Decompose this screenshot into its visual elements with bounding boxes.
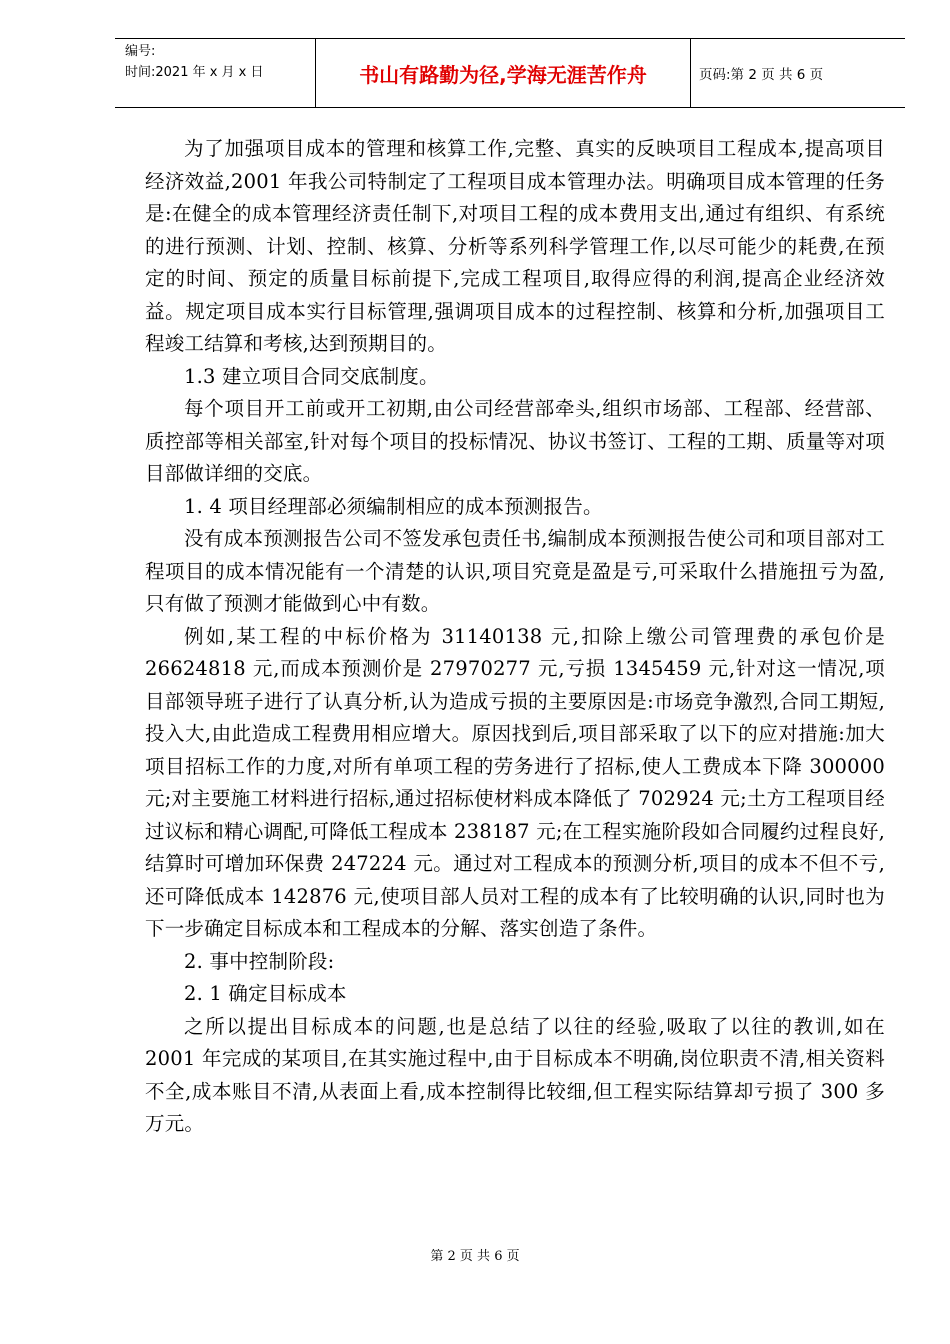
number-label: 编号: bbox=[125, 44, 156, 59]
header-page-info: 页码:第 2 页 共 6 页 bbox=[699, 67, 824, 83]
paragraph-target-cost: 之所以提出目标成本的问题,也是总结了以往的经验,吸取了以往的教训,如在 2001 年完成的某项目,在其实施过程中,由于目标成本不明确,岗位职责不清,相关资料不全,成本账目不清,从表面上看,成本控制得比较细,但工程实际结算却亏损了 300 多万元。 bbox=[145, 1014, 885, 1135]
document-body bbox=[145, 133, 885, 1141]
section-heading-1-3: 1.3 建立项目合同交底制度。 bbox=[184, 364, 439, 388]
header-meta bbox=[115, 39, 315, 107]
page-footer: 第 2 页 共 6 页 bbox=[430, 1249, 520, 1264]
time-label: 时间:2021 年 x 月 x 日 bbox=[125, 65, 264, 80]
paragraph-contract-briefing: 每个项目开工前或开工初期,由公司经营部牵头,组织市场部、工程部、经营部、质控部等相关部室,针对每个项目的投标情况、协议书签订、工程的工期、质量等对项目部做详细的交底。 bbox=[145, 397, 885, 485]
header-table bbox=[115, 38, 905, 108]
section-heading-1-4: 1. 4 项目经理部必须编制相应的成本预测报告。 bbox=[184, 494, 603, 518]
header-motto: 书山有路勤为径,学海无涯苦作舟 bbox=[315, 39, 691, 107]
section-heading-2-1: 2. 1 确定目标成本 bbox=[184, 982, 347, 1005]
section-heading-2: 2. 事中控制阶段: bbox=[184, 949, 335, 973]
paragraph-intro: 为了加强项目成本的管理和核算工作,完整、真实的反映项目工程成本,提高项目经济效益,2001 年我公司特制定了工程项目成本管理办法。明确项目成本管理的任务是:在健全的成本管理经济责任制下,对项目工程的成本费用支出,通过有组织、有系统的进行预测、计划、控制、核算、分析等系列科学管理工作,以尽可能少的耗费,在预定的时间、预定的质量目标前提下,完成工程项目,取得应得的利润,提高企业经济效益。规定项目成本实行目标管理,强调项目成本的过程控制、核算和分析,加强项目工程竣工结算和考核,达到预期目的。 bbox=[145, 137, 885, 355]
paragraph-example: 例如,某工程的中标价格为 31140138 元,扣除上缴公司管理费的承包价是 26624818 元,而成本预测价是 27970277 元,亏损 1345459 元,针对这一情况,项目部领导班子进行了认真分析,认为造成亏损的主要原因是:市场竞争激烈,合同工期短,投入大,由此造成工程费用相应增大。原因找到后,项目部采取了以下的应对措施:加大项目招标工作的力度,对所有单项工程的劳务进行了招标,使人工费成本下降 300000 元;对主要施工材料进行招标,通过招标使材料成本降低了 702924 元;土方工程项目经过议标和精心调配,可降低工程成本 238187 元;在工程实施阶段如合同履约过程良好,结算时可增加环保费 247224 元。通过对工程成本的预测分析,项目的成本不但不亏,还可降低成本 142876 元,使项目部人员对工程的成本有了比较明确的认识,同时也为下一步确定目标成本和工程成本的分解、落实创造了条件。 bbox=[145, 624, 885, 940]
paragraph-cost-forecast: 没有成本预测报告公司不签发承包责任书,编制成本预测报告使公司和项目部对工程项目的成本情况能有一个清楚的认识,项目究竟是盈是亏,可采取什么措施扭亏为盈,只有做了预测才能做到心中有数。 bbox=[145, 527, 885, 615]
